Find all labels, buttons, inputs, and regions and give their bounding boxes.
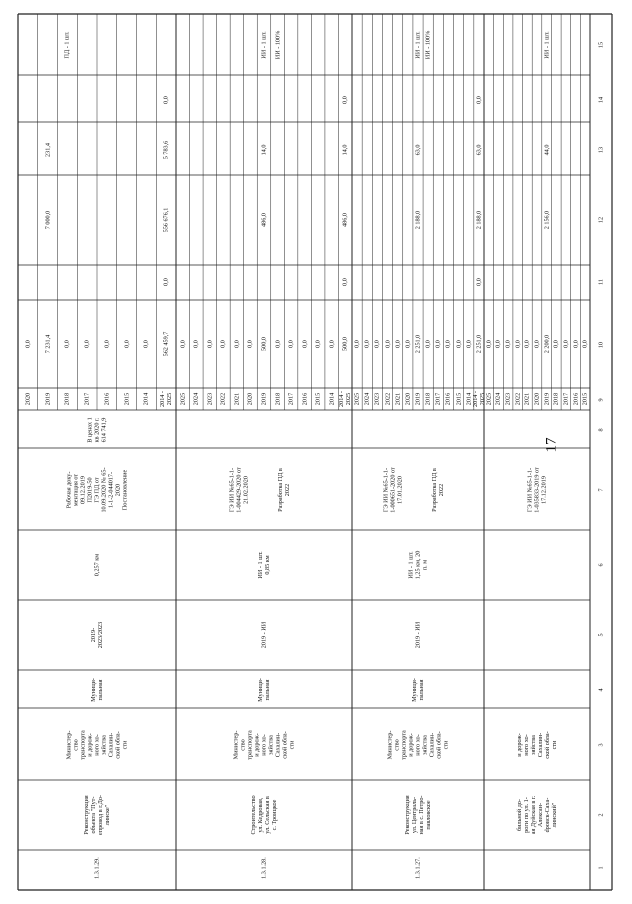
column-number-2: 2 <box>597 813 605 817</box>
column-number-13: 13 <box>597 146 605 154</box>
year-cell: 2023 <box>373 392 381 406</box>
year-cell: 2017 <box>83 392 91 406</box>
year-cell: 2018 <box>63 392 71 406</box>
year-total: 0,0 <box>206 340 214 348</box>
year-cell: 2016 <box>103 392 111 406</box>
row-name: Реконструкция объекта "Пут- епровод в г.Дo- линске" <box>83 795 111 835</box>
year-cell: 2021 <box>394 392 402 406</box>
year-total: 2 200,0 <box>543 334 551 354</box>
year-regional: 486,0 <box>260 213 268 227</box>
year-total: 0,0 <box>514 340 522 348</box>
summary-regional: 486,0 <box>341 213 349 227</box>
row-docs-plan: Разработка ПД в 2022 <box>431 468 445 512</box>
column-number-11: 11 <box>597 279 605 285</box>
year-cell: 2024 <box>192 392 200 406</box>
row-docs-plan: Разработка ПД в 2022 <box>277 468 291 512</box>
year-cell: 2017 <box>562 392 570 406</box>
year-total: 0,0 <box>233 340 241 348</box>
row-owner: Муници- пальная <box>411 678 425 702</box>
year-total: 0,0 <box>581 340 589 348</box>
year-municipal: 231,4 <box>44 143 52 157</box>
row-result: ИИ - 100% <box>274 30 282 60</box>
summary-total: 500,0 <box>341 337 349 351</box>
year-cell: 2018 <box>274 392 282 406</box>
row-capacity: ИИ - 1 шт. 0,85 км <box>257 551 271 579</box>
year-cell: 2018 <box>424 392 432 406</box>
column-number-9: 9 <box>597 398 605 402</box>
year-total: 0,0 <box>301 340 309 348</box>
year-regional: 7 000,0 <box>44 210 52 230</box>
year-cell: 2014 <box>465 392 473 406</box>
column-number-5: 5 <box>597 633 605 637</box>
year-municipal: 63,0 <box>414 144 422 156</box>
year-total: 0,0 <box>523 340 531 348</box>
row-capacity: ИИ - 1 шт. 1,25 км, 20 п. м <box>407 550 429 580</box>
row-period: 2019- 2023/2023 <box>90 621 104 649</box>
year-total: 0,0 <box>287 340 295 348</box>
year-total: 0,0 <box>373 340 381 348</box>
summary-other: 0,0 <box>341 96 349 104</box>
year-cell: 2019 <box>543 392 551 406</box>
year-total: 0,0 <box>353 340 361 348</box>
year-cell: 2014 <box>328 392 336 406</box>
year-total: 0,0 <box>123 340 131 348</box>
summary-total: 2 251,0 <box>475 334 483 354</box>
year-cell: 2022 <box>219 392 227 406</box>
year-total: 0,0 <box>485 340 493 348</box>
year-cell: 2020 <box>404 392 412 406</box>
row-owner: Муници- пальная <box>90 678 104 702</box>
row-customer: Министер- ство транспорта и дорож- ного хо- зяйства Сахалин- ской обла- сти <box>65 730 129 760</box>
summary-municipal: 5 783,6 <box>162 140 170 160</box>
year-cell: 2023 <box>504 392 512 406</box>
summary-year: 2014 - 2025 <box>471 391 486 407</box>
year-total: 0,0 <box>142 340 150 348</box>
year-total: 0,0 <box>572 340 580 348</box>
year-total: 0,0 <box>24 340 32 348</box>
year-cell: 2022 <box>514 392 522 406</box>
year-cell: 2024 <box>494 392 502 406</box>
year-total: 0,0 <box>424 340 432 348</box>
row-result: ИИ - 1 шт. <box>414 31 422 59</box>
row-docs: ГЭ ИИ №65-1-1- 1-000651-2020 от 17.01.2020 <box>382 467 404 513</box>
summary-municipal: 63,0 <box>475 144 483 156</box>
year-regional: 2 156,0 <box>543 210 551 230</box>
year-municipal: 14,0 <box>260 144 268 156</box>
summary-other: 0,0 <box>162 96 170 104</box>
row-customer: Министер- ство транспорта и дорож- ного хо- зяйства Сахалин- ской обла- сти <box>386 730 450 760</box>
page-number: 17 <box>543 437 560 453</box>
year-total: 0,0 <box>504 340 512 348</box>
year-total: 7 231,4 <box>44 334 52 354</box>
year-cell: 2025 <box>179 392 187 406</box>
year-cell: 2020 <box>533 392 541 406</box>
year-total: 500,0 <box>260 337 268 351</box>
year-cell: 2025 <box>485 392 493 406</box>
summary-year: 2014 - 2025 <box>338 391 353 407</box>
year-total: 2 251,0 <box>414 334 422 354</box>
year-total: 0,0 <box>103 340 111 348</box>
row-period: 2019 - ИИ <box>414 621 422 649</box>
year-cell: 2016 <box>444 392 452 406</box>
column-number-1: 1 <box>597 866 605 870</box>
row-id: 1.3.1.27. <box>414 857 422 879</box>
column-number-6: 6 <box>597 563 605 567</box>
year-total: 0,0 <box>394 340 402 348</box>
year-total: 0,0 <box>219 340 227 348</box>
summary-year: 2014 - 2025 <box>159 391 174 407</box>
year-cell: 2014 <box>142 392 150 406</box>
column-number-15: 15 <box>597 41 605 49</box>
year-cell: 2015 <box>314 392 322 406</box>
summary-regional: 556 676,1 <box>162 207 170 233</box>
year-total: 0,0 <box>384 340 392 348</box>
year-cell: 2017 <box>287 392 295 406</box>
row-name: бильной до- роги по ул. 1- ая Дуйская в г. Алексан- dровск-Саха- линский" <box>516 795 558 835</box>
year-cell: 2021 <box>523 392 531 406</box>
row-period: 2019 - ИИ <box>260 621 268 649</box>
year-cell: 2015 <box>123 392 131 406</box>
column-number-12: 12 <box>597 216 605 224</box>
summary-other: 0,0 <box>475 96 483 104</box>
year-total: 0,0 <box>552 340 560 348</box>
year-total: 0,0 <box>444 340 452 348</box>
year-cell: 2016 <box>572 392 580 406</box>
year-regional: 2 188,0 <box>414 210 422 230</box>
row-customer: Министер- ство транспорта и дорож- ного хо- зяйства Сахалин- ской обла- сти <box>232 730 296 760</box>
year-cell: 2019 <box>260 392 268 406</box>
year-total: 0,0 <box>83 340 91 348</box>
year-cell: 2019 <box>44 392 52 406</box>
row-customer: и дорож- ного хо- зяйства Сахалин- ской обла- сти <box>516 731 558 759</box>
row-result: ИИ - 100% <box>424 30 432 60</box>
year-total: 0,0 <box>246 340 254 348</box>
year-municipal: 44,0 <box>543 144 551 156</box>
year-cell: 2020 <box>246 392 254 406</box>
year-total: 0,0 <box>494 340 502 348</box>
year-cell: 2022 <box>384 392 392 406</box>
year-total: 0,0 <box>179 340 187 348</box>
year-cell: 2019 <box>414 392 422 406</box>
row-capacity: 0,257 км <box>93 553 101 577</box>
year-total: 0,0 <box>562 340 570 348</box>
year-cell: 2017 <box>434 392 442 406</box>
year-cell: 2023 <box>206 392 214 406</box>
row-name: Строительство ул. Кедровая, ул. Сельская в с. Троицкое <box>250 795 278 835</box>
summary-regional: 2 188,0 <box>475 210 483 230</box>
row-name: Реконструкция ул. Централь- ная в с. Петро- павловское <box>404 795 432 835</box>
summary-federal: 0,0 <box>162 278 170 286</box>
column-number-4: 4 <box>597 688 605 692</box>
column-number-14: 14 <box>597 96 605 104</box>
year-cell: 2025 <box>353 392 361 406</box>
year-total: 0,0 <box>404 340 412 348</box>
row-id: 1.3.1.28. <box>260 857 268 879</box>
year-total: 0,0 <box>63 340 71 348</box>
row-result: ПД - 1 шт. <box>63 31 71 59</box>
summary-federal: 0,0 <box>475 278 483 286</box>
summary-total: 562 459,7 <box>162 331 170 357</box>
year-cell: 2015 <box>581 392 589 406</box>
row-docs: Рабочая доку- ментация от 09.12.2019 П2019-50 ГЭ ПД от 10.09.2020 № 65- 1-1-2-044017- 2020 Постановление <box>65 467 129 513</box>
year-cell: 2015 <box>455 392 463 406</box>
column-number-7: 7 <box>597 488 605 492</box>
year-total: 0,0 <box>434 340 442 348</box>
column-number-8: 8 <box>597 428 605 432</box>
year-total: 0,0 <box>465 340 473 348</box>
row-docs: ГЭ ИИ №65-1-1- 1-004429-2020 от 21.02.2020 <box>228 467 250 513</box>
year-total: 0,0 <box>533 340 541 348</box>
year-total: 0,0 <box>192 340 200 348</box>
year-total: 0,0 <box>328 340 336 348</box>
row-result: ИИ - 1 шт. <box>260 31 268 59</box>
year-total: 0,0 <box>314 340 322 348</box>
row-owner: Муници- пальная <box>257 678 271 702</box>
year-total: 0,0 <box>455 340 463 348</box>
year-cell: 2016 <box>301 392 309 406</box>
summary-municipal: 14,0 <box>341 144 349 156</box>
row-docs: ГЭ ИИ №65-1-1- 1-035833-2019 от 17.12.2019 <box>526 467 548 513</box>
row-cost: В ценах 1 кв 2020 г. 614 741,9 <box>86 417 108 443</box>
row-result: ИИ - 1 шт. <box>543 31 551 59</box>
row-id: 1.3.1.29. <box>93 857 101 879</box>
year-cell: 2018 <box>552 392 560 406</box>
year-total: 0,0 <box>274 340 282 348</box>
year-total: 0,0 <box>363 340 371 348</box>
year-cell: 2021 <box>233 392 241 406</box>
column-number-3: 3 <box>597 743 605 747</box>
year-cell: 2020 <box>24 392 32 406</box>
year-cell: 2024 <box>363 392 371 406</box>
column-number-10: 10 <box>597 341 605 349</box>
summary-federal: 0,0 <box>341 278 349 286</box>
